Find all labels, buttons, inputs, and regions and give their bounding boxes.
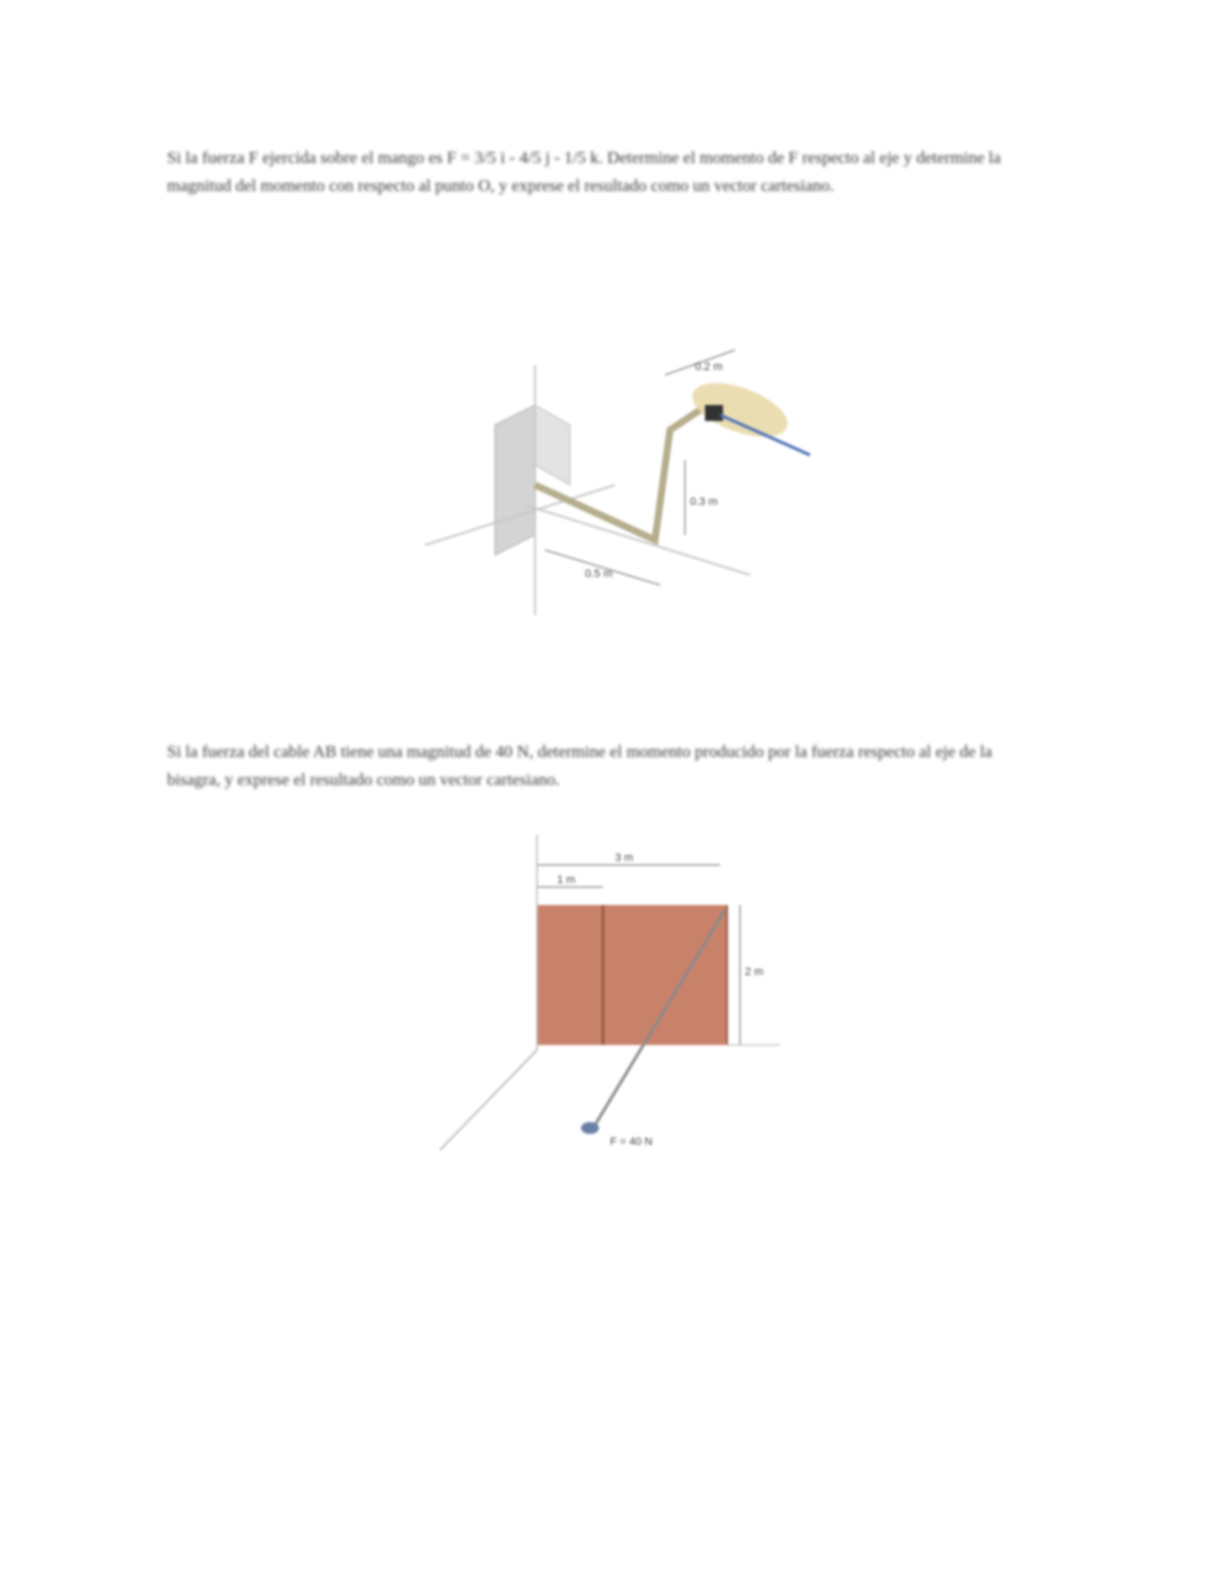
dim-label-1: 0.2 m xyxy=(695,361,723,373)
force-label: F = 40 N xyxy=(610,1136,653,1148)
dim-label-3: 0.5 m xyxy=(585,568,613,580)
dim-label-offset: 1 m xyxy=(557,874,576,886)
dim-label-2: 0.3 m xyxy=(690,496,718,508)
dim-label-width: 3 m xyxy=(615,852,634,864)
problem-text-2: Si la fuerza del cable AB tiene una magnitud de 40 N, determine el momento producido por la fuerza respecto al eje de la bisagra, y exprese el resultado como un vector cartesiano. xyxy=(167,742,993,789)
cable-anchor xyxy=(581,1122,599,1134)
handle-block xyxy=(705,405,723,421)
handle xyxy=(685,372,794,448)
door-panel xyxy=(537,905,727,1045)
y-axis xyxy=(525,505,750,575)
figure-bent-rod xyxy=(385,285,835,635)
wall-bracket xyxy=(495,405,535,555)
problem-text-1: Si la fuerza F ejercida sobre el mango es F = 3/5 i - 4/5 j - 1/5 k. Determine el momento de F respecto al eje y determine la magnitud del momento con respecto al punto O, y exprese el resultado como un vector cartesiano. xyxy=(167,148,1001,195)
figure-door-cable xyxy=(415,825,805,1165)
hinge-axis xyxy=(440,1050,537,1150)
dim-label-height: 2 m xyxy=(745,966,764,978)
